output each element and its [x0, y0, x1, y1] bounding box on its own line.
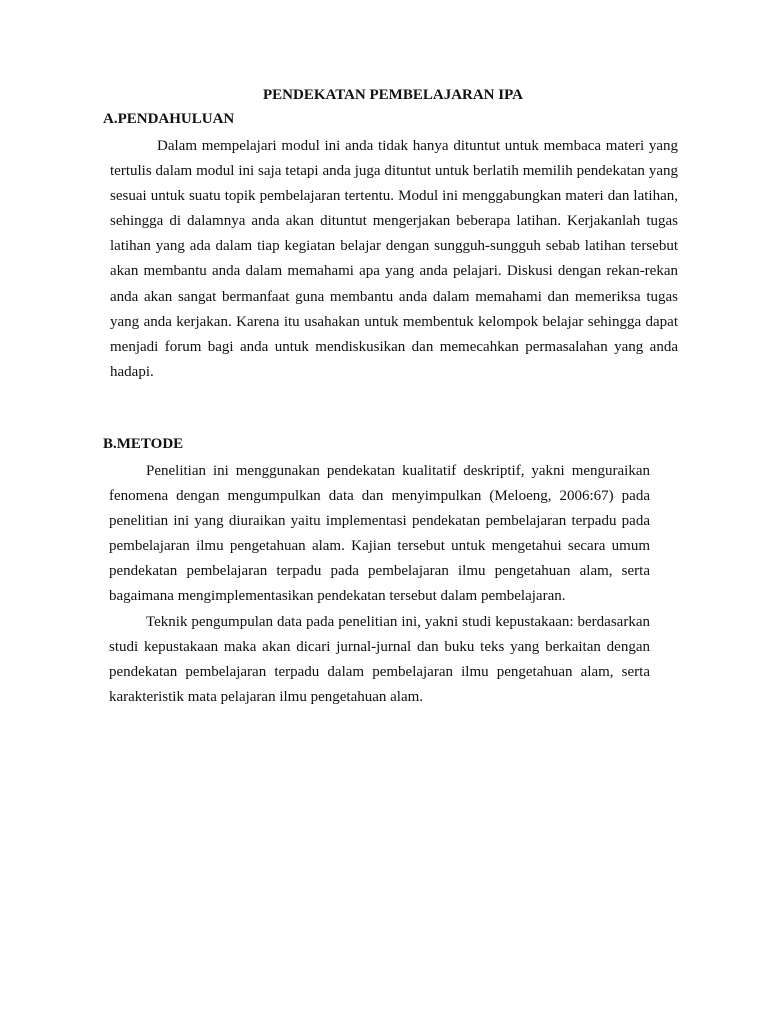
- section-heading-metode: B.METODE: [103, 436, 184, 452]
- metode-paragraph-1: Penelitian ini menggunakan pendekatan kualitatif deskriptif, yakni menguraikan fenomena dengan mengumpulkan data dan menyimpulkan (Meloeng, 2006:67) pada penelitian ini yang diuraikan yaitu implementasi pendekatan pembelajaran terpadu pada pembelajaran ilmu pengetahuan alam. Kajian tersebut untuk mengetahui secara umum pendekatan pembelajaran terpadu pada pembelajaran ilmu pengetahuan alam, serta bagaimana mengimplementasikan pendekatan tersebut dalam pembelajaran.: [109, 463, 650, 605]
- section-heading-pendahuluan: A.PENDAHULUAN: [103, 111, 235, 127]
- pendahuluan-paragraph: Dalam mempelajari modul ini anda tidak hanya dituntut untuk membaca materi yang tertulis dalam modul ini saja tetapi anda juga dituntut untuk berlatih memilih pendekatan yang sesuai untuk suatu topik pembelajaran tertentu. Modul ini menggabungkan materi dan latihan, sehingga di dalamnya anda akan dituntut mengerjakan beberapa latihan. Kerjakanlah tugas latihan yang ada dalam tiap kegiatan belajar dengan sungguh-sungguh sebab latihan tersebut akan membantu anda dalam memahami apa yang anda pelajari. Diskusi dengan rekan-rekan anda akan sangat bermanfaat guna membantu anda dalam memahami dan memeriksa tugas yang anda kerjakan. Karena itu usahakan untuk membentuk kelompok belajar sehingga dapat menjadi forum bagi anda untuk mendiskusikan dan memecahkan permasalahan yang anda hadapi.: [110, 138, 678, 380]
- document-title: PENDEKATAN PEMBELAJARAN IPA: [262, 87, 523, 103]
- metode-paragraph-2: Teknik pengumpulan data pada penelitian ini, yakni studi kepustakaan: berdasarkan studi kepustakaan maka akan dicari jurnal-jurnal dan buku teks yang berkaitan dengan pendekatan pembelajaran terpadu dalam pembelajaran ilmu pengetahuan alam, serta karakteristik mata pelajaran ilmu pengetahuan alam.: [109, 614, 650, 706]
